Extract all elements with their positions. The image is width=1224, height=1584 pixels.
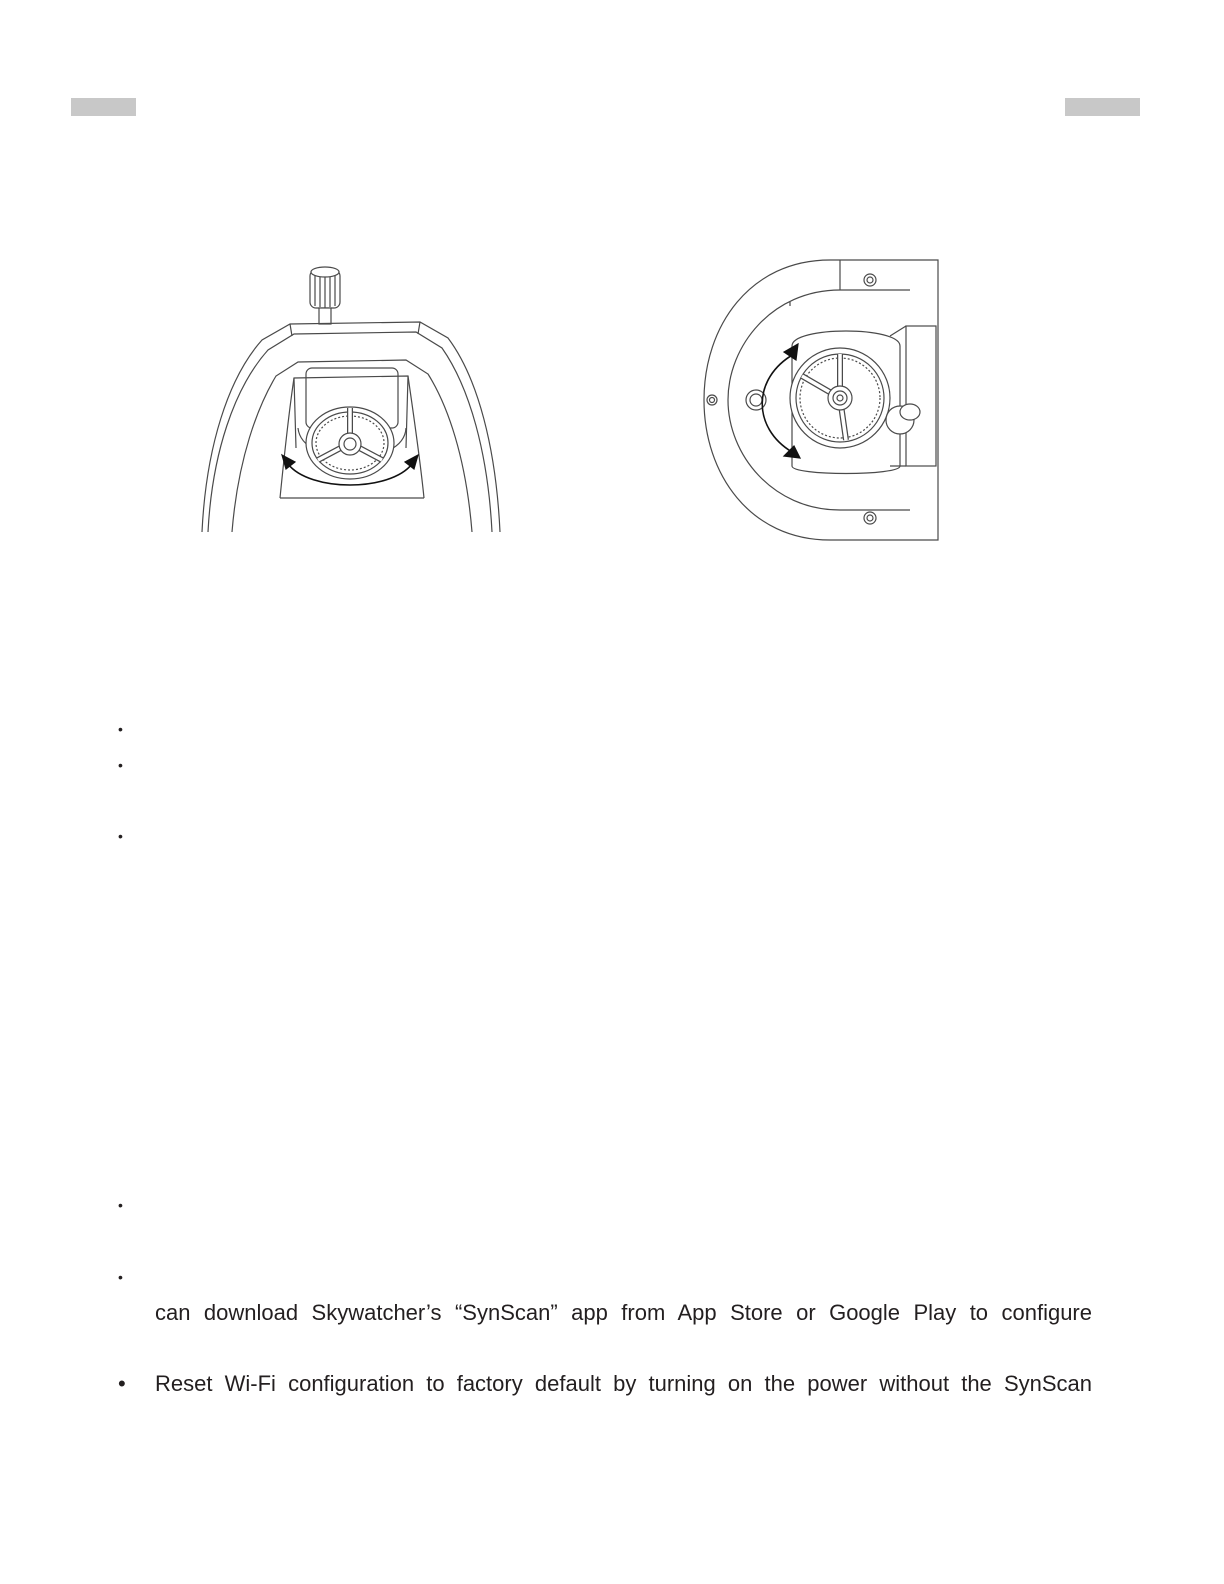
bullet-marker: • xyxy=(118,828,123,844)
tension-knob-icon xyxy=(310,267,340,324)
bullet-marker: • xyxy=(118,1197,123,1213)
bullet-marker: • xyxy=(118,1371,126,1396)
bullet-marker: • xyxy=(118,721,123,737)
altitude-clutch-figure xyxy=(198,258,504,536)
paragraph-line-wifi-reset: Reset Wi-Fi configuration to factory default by turning on the power without the SynScan xyxy=(155,1371,1092,1396)
azimuth-clutch-figure xyxy=(700,256,944,544)
bullet-marker: • xyxy=(118,757,123,773)
header-tab-right xyxy=(1065,98,1140,116)
paragraph-line-synscan-download: can download Skywatcher’s “SynScan” app from App Store or Google Play to configure xyxy=(155,1300,1092,1325)
bullet-marker: • xyxy=(118,1269,123,1285)
header-tab-left xyxy=(71,98,136,116)
